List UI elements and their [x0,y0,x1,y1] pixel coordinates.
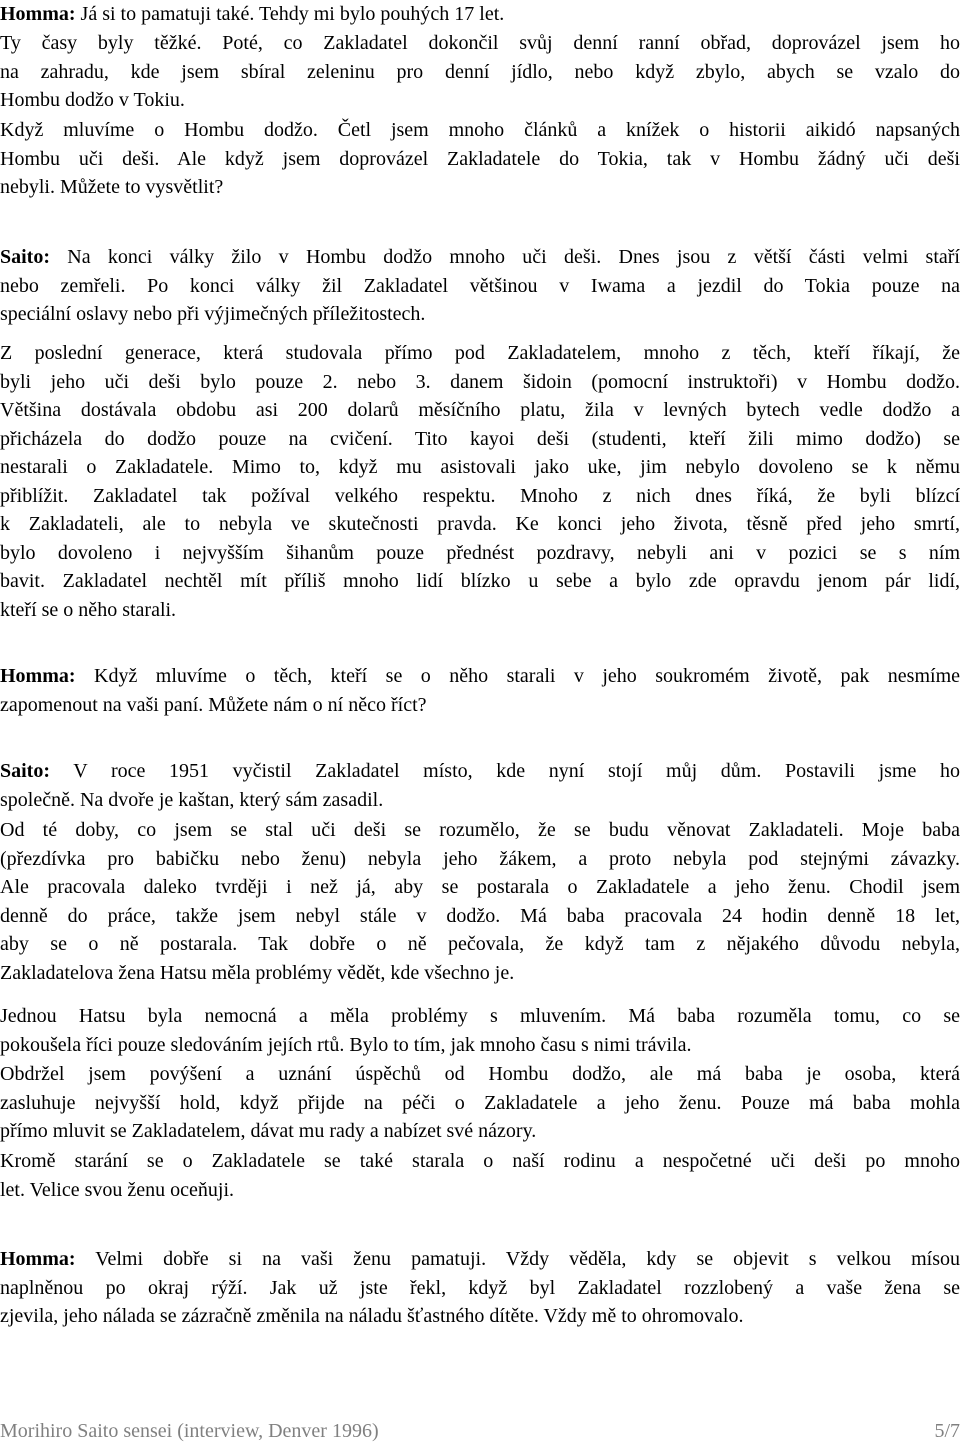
line-text: přiblížit. Zakladatel tak požíval velkého respektu. Mnoho z nich dnes říká, že byli blízcí [0,484,960,507]
text-line [0,786,960,815]
line-text: byli jeho uči deši bylo pouze 2. nebo 3. danem šidoin (pomocní instruktoři) v Hombu dodžo. [0,370,960,393]
text-line [0,425,960,454]
line-text: Z poslední generace, která studovala přímo pod Zakladatelem, mnoho z těch, kteří říkají, že [0,342,960,364]
text-line [0,1089,960,1118]
text-line [0,396,960,425]
line-text: přicházela do dodžo pouze na cvičení. Tito kayoi deši (studenti, kteří žili mimo dodžo) se [0,427,960,450]
paragraph [0,116,960,202]
paragraph [0,816,960,987]
paragraph [0,1002,960,1059]
line-text: (přezdívka pro babičku nebo ženu) nebyla jeho žákem, a proto nebyla pod stejnými závazky. [0,847,960,870]
paragraph [0,1147,960,1204]
line-text: Od té doby, co jsem se stal uči deši se rozumělo, že se budu věnovat Zakladateli. Moje baba [0,819,960,841]
text-line [0,86,960,115]
paragraph [0,339,960,624]
paragraph [0,1245,960,1331]
text-line [0,1274,960,1303]
text-line [0,1147,960,1176]
line-text: Zakladatelova žena Hatsu měla problémy vědět, kde všechno je. [0,961,515,984]
line-text: nebo zemřeli. Po konci války žil Zakladatel většinou v Iwama a jezdil do Tokia pouze na [0,274,960,297]
text-line [0,1245,960,1274]
line-text: bavit. Zakladatel nechtěl mít příliš mnoho lidí blízko u sebe a bylo zde opravdu jenom pár lidí, [0,570,960,592]
text-line [0,29,960,58]
text-line [0,510,960,539]
line-text: Jednou Hatsu byla nemocná a měla problémy s mluvením. Má baba rozuměla tomu, co se [0,1005,960,1027]
text-line [0,691,960,720]
text-line [0,272,960,301]
text-line [0,116,960,145]
line-text: Ty časy byly těžké. Poté, co Zakladatel dokončil svůj denní ranní obřad, doprovázel jsem ho [0,32,960,54]
text-line [0,539,960,568]
line-text: k Zakladateli, ale to nebyla ve skutečnosti pravda. Ke konci jeho života, těsně před jeho smrtí, [0,513,960,535]
line-text: speciální oslavy nebo při výjimečných příležitostech. [0,303,426,325]
text-line [0,902,960,931]
text-line [0,1302,960,1331]
text-line [0,368,960,397]
line-text: V roce 1951 vyčistil Zakladatel místo, kde nyní stojí můj dům. Postavili jsme ho [50,760,960,782]
line-text: Hombu uči deši. Ale když jsem doprovázel Zakladatele do Tokia, tak v Hombu žádný uči deši [0,147,960,170]
line-text: nestarali o Zakladatele. Mimo to, když mu asistovali jako uke, jim nebylo dovoleno se k němu [0,456,960,478]
text-line [0,173,960,202]
line-text: Obdržel jsem povýšení a uznání úspěchů od Hombu dodžo, ale má baba je osoba, která [0,1063,960,1085]
text-line [0,58,960,87]
text-line [0,453,960,482]
text-line [0,1060,960,1089]
line-text: bylo dovoleno i nejvyšším šihanům pouze přednést pozdravy, nebyli ani v pozici se s ním [0,541,960,564]
line-text: Když mluvíme o těch, kteří se o něho starali v jeho soukromém životě, pak nesmíme [75,665,960,687]
line-text: kteří se o něho starali. [0,598,177,621]
text-line [0,339,960,368]
line-text: Na konci války žilo v Hombu dodžo mnoho uči deši. Dnes jsou z větší části velmi staří [50,246,960,268]
line-text: zapomenout na vaši paní. Můžete nám o ní něco říct? [0,693,427,716]
line-text: denně do práce, takže jsem nebyl stále v dodžo. Má baba pracovala 24 hodin denně 18 let, [0,904,960,927]
text-line [0,596,960,625]
text-line [0,300,960,329]
speaker-label: Homma: [0,1248,76,1270]
paragraph [0,243,960,329]
speaker-label: Saito: [0,760,50,782]
page-footer [0,1418,960,1444]
line-text: Když mluvíme o Hombu dodžo. Četl jsem mnoho článků a knížek o historii aikidó napsaných [0,119,960,141]
text-line [0,482,960,511]
text-line [0,959,960,988]
text-line [0,243,960,272]
text-line [0,816,960,845]
text-line [0,845,960,874]
line-text: aby se o ně postarala. Tak dobře o ně pečovala, že když tam z nějakého důvodu nebyla, [0,933,960,955]
line-text: Hombu dodžo v Tokiu. [0,89,185,111]
speaker-label: Saito: [0,246,50,268]
line-text: Já si to pamatuji také. Tehdy mi bylo pouhých 17 let. [75,3,505,25]
text-line [0,873,960,902]
line-text: naplněnou po okraj rýží. Jak už jste řekl, když byl Zakladatel rozzlobený a vaše žena se [0,1276,960,1299]
paragraph [0,662,960,719]
text-line [0,567,960,596]
text-line [0,145,960,174]
paragraph [0,1060,960,1146]
paragraph [0,0,960,29]
text-line [0,757,960,786]
text-line [0,930,960,959]
text-line [0,1117,960,1146]
text-line [0,1176,960,1205]
line-text: Velmi dobře si na vaši ženu pamatuji. Vždy věděla, kdy se objevit s velkou mísou [75,1248,960,1270]
text-line [0,662,960,691]
footer-source: Morihiro Saito sensei (interview, Denver 1996) [0,1420,379,1442]
line-text: zasluhuje nejvyšší hold, když přijde na péči o Zakladatele a jeho ženu. Pouze má baba mohla [0,1091,960,1114]
speaker-label: Homma: [0,665,76,687]
line-text: let. Velice svou ženu oceňuji. [0,1178,235,1201]
line-text: přímo mluvit se Zakladatelem, dávat mu rady a nabízet své názory. [0,1120,537,1142]
paragraph [0,29,960,115]
line-text: Kromě starání se o Zakladatele se také starala o naší rodinu a nespočetné uči deši po mnoho [0,1150,960,1172]
line-text: Ale pracovala daleko tvrději i než já, aby se postarala o Zakladatele a jeho ženu. Chodil jsem [0,876,960,898]
line-text: nebyli. Můžete to vysvětlit? [0,176,224,198]
text-line [0,0,960,29]
line-text: na zahradu, kde jsem sbíral zeleninu pro denní jídlo, nebo když zbylo, abych se vzalo do [0,60,960,83]
paragraph [0,757,960,814]
line-text: Většina dostávala obdobu asi 200 dolarů měsíčního platu, žila v levných bytech vedle dodžo a [0,399,960,421]
speaker-label: Homma: [0,3,76,25]
page-number: 5/7 [934,1420,960,1442]
line-text: pokoušela říci pouze sledováním jejích rtů. Bylo to tím, jak mnoho času s nimi trávila. [0,1033,692,1056]
text-line [0,1002,960,1031]
text-line [0,1031,960,1060]
line-text: společně. Na dvoře je kaštan, který sám zasadil. [0,788,384,811]
line-text: zjevila, jeho nálada se zázračně změnila na náladu šťastného dítěte. Vždy mě to ohromovalo. [0,1305,744,1327]
